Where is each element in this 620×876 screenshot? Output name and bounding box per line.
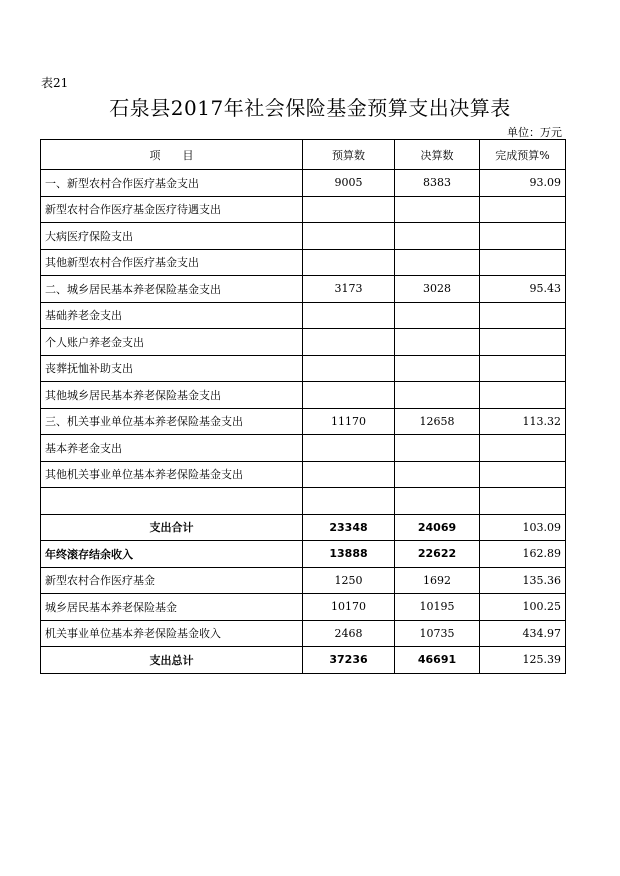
row-item: 大病医疗保险支出: [41, 223, 303, 250]
row-budget: [303, 196, 395, 223]
table-row: [41, 488, 566, 515]
table-row: [41, 302, 566, 329]
row-final: 24069: [395, 514, 480, 541]
header-pct: 完成预算%: [480, 140, 566, 170]
table-row: [41, 567, 566, 594]
header-budget: 预算数: [303, 140, 395, 170]
row-final: 8383: [395, 170, 480, 197]
row-final: [395, 196, 480, 223]
row-item: 丧葬抚恤补助支出: [41, 355, 303, 382]
table-row: [41, 249, 566, 276]
row-final: 12658: [395, 408, 480, 435]
row-pct: [480, 382, 566, 409]
row-final: 1692: [395, 567, 480, 594]
row-final: [395, 302, 480, 329]
table-row: [41, 541, 566, 568]
row-budget: [303, 435, 395, 462]
row-item: [41, 488, 303, 515]
unit-label: 单位：万元: [507, 126, 562, 139]
row-pct: [480, 329, 566, 356]
row-budget: [303, 461, 395, 488]
row-final: [395, 382, 480, 409]
row-budget: 11170: [303, 408, 395, 435]
row-budget: [303, 249, 395, 276]
row-final: 22622: [395, 541, 480, 568]
table-row: [41, 594, 566, 621]
row-final: [395, 461, 480, 488]
row-budget: 3173: [303, 276, 395, 303]
row-pct: 93.09: [480, 170, 566, 197]
row-item: 二、城乡居民基本养老保险基金支出: [41, 276, 303, 303]
row-item: 其他机关事业单位基本养老保险基金支出: [41, 461, 303, 488]
row-budget: 9005: [303, 170, 395, 197]
row-budget: 37236: [303, 647, 395, 674]
row-budget: 13888: [303, 541, 395, 568]
row-pct: [480, 355, 566, 382]
row-pct: 95.43: [480, 276, 566, 303]
row-item: 基本养老金支出: [41, 435, 303, 462]
page-title: 石泉县2017年社会保险基金预算支出决算表: [109, 96, 511, 120]
row-item: 其他城乡居民基本养老保险基金支出: [41, 382, 303, 409]
row-budget: [303, 302, 395, 329]
row-final: [395, 488, 480, 515]
row-item: 支出总计: [41, 647, 303, 674]
table-row: [41, 620, 566, 647]
row-pct: 434.97: [480, 620, 566, 647]
table-header-row: [41, 140, 566, 170]
row-final: [395, 355, 480, 382]
row-item: 城乡居民基本养老保险基金: [41, 594, 303, 621]
table-row: [41, 223, 566, 250]
row-pct: [480, 488, 566, 515]
row-item: 基础养老金支出: [41, 302, 303, 329]
row-pct: [480, 435, 566, 462]
table-row: [41, 355, 566, 382]
table-row: [41, 382, 566, 409]
table-row: [41, 408, 566, 435]
row-pct: [480, 223, 566, 250]
row-budget: [303, 382, 395, 409]
row-pct: 103.09: [480, 514, 566, 541]
table-row: [41, 196, 566, 223]
row-final: [395, 435, 480, 462]
row-pct: 162.89: [480, 541, 566, 568]
row-pct: [480, 461, 566, 488]
row-item: 新型农村合作医疗基金医疗待遇支出: [41, 196, 303, 223]
table-row: [41, 276, 566, 303]
row-budget: 2468: [303, 620, 395, 647]
row-budget: [303, 355, 395, 382]
row-budget: [303, 329, 395, 356]
table-row: [41, 329, 566, 356]
row-final: [395, 249, 480, 276]
row-budget: 1250: [303, 567, 395, 594]
row-pct: [480, 302, 566, 329]
row-pct: [480, 249, 566, 276]
row-final: [395, 223, 480, 250]
row-budget: 10170: [303, 594, 395, 621]
budget-table: [40, 139, 566, 674]
header-final: 决算数: [395, 140, 480, 170]
row-item: 一、新型农村合作医疗基金支出: [41, 170, 303, 197]
row-pct: [480, 196, 566, 223]
row-item: 个人账户养老金支出: [41, 329, 303, 356]
row-final: 10195: [395, 594, 480, 621]
row-pct: 113.32: [480, 408, 566, 435]
row-item: 支出合计: [41, 514, 303, 541]
row-item: 三、机关事业单位基本养老保险基金支出: [41, 408, 303, 435]
row-pct: 125.39: [480, 647, 566, 674]
table-row: [41, 435, 566, 462]
row-budget: 23348: [303, 514, 395, 541]
total-row: [41, 647, 566, 674]
row-item: 机关事业单位基本养老保险基金收入: [41, 620, 303, 647]
row-final: 10735: [395, 620, 480, 647]
table-label: 表21: [41, 76, 69, 90]
row-pct: 135.36: [480, 567, 566, 594]
subtotal-row: [41, 514, 566, 541]
table-row: [41, 461, 566, 488]
row-budget: [303, 488, 395, 515]
row-item: 新型农村合作医疗基金: [41, 567, 303, 594]
header-item: 项 目: [41, 140, 303, 170]
row-item: 其他新型农村合作医疗基金支出: [41, 249, 303, 276]
row-final: 46691: [395, 647, 480, 674]
row-pct: 100.25: [480, 594, 566, 621]
row-budget: [303, 223, 395, 250]
row-final: 3028: [395, 276, 480, 303]
table-row: [41, 170, 566, 197]
row-item: 年终滚存结余收入: [41, 541, 303, 568]
row-final: [395, 329, 480, 356]
